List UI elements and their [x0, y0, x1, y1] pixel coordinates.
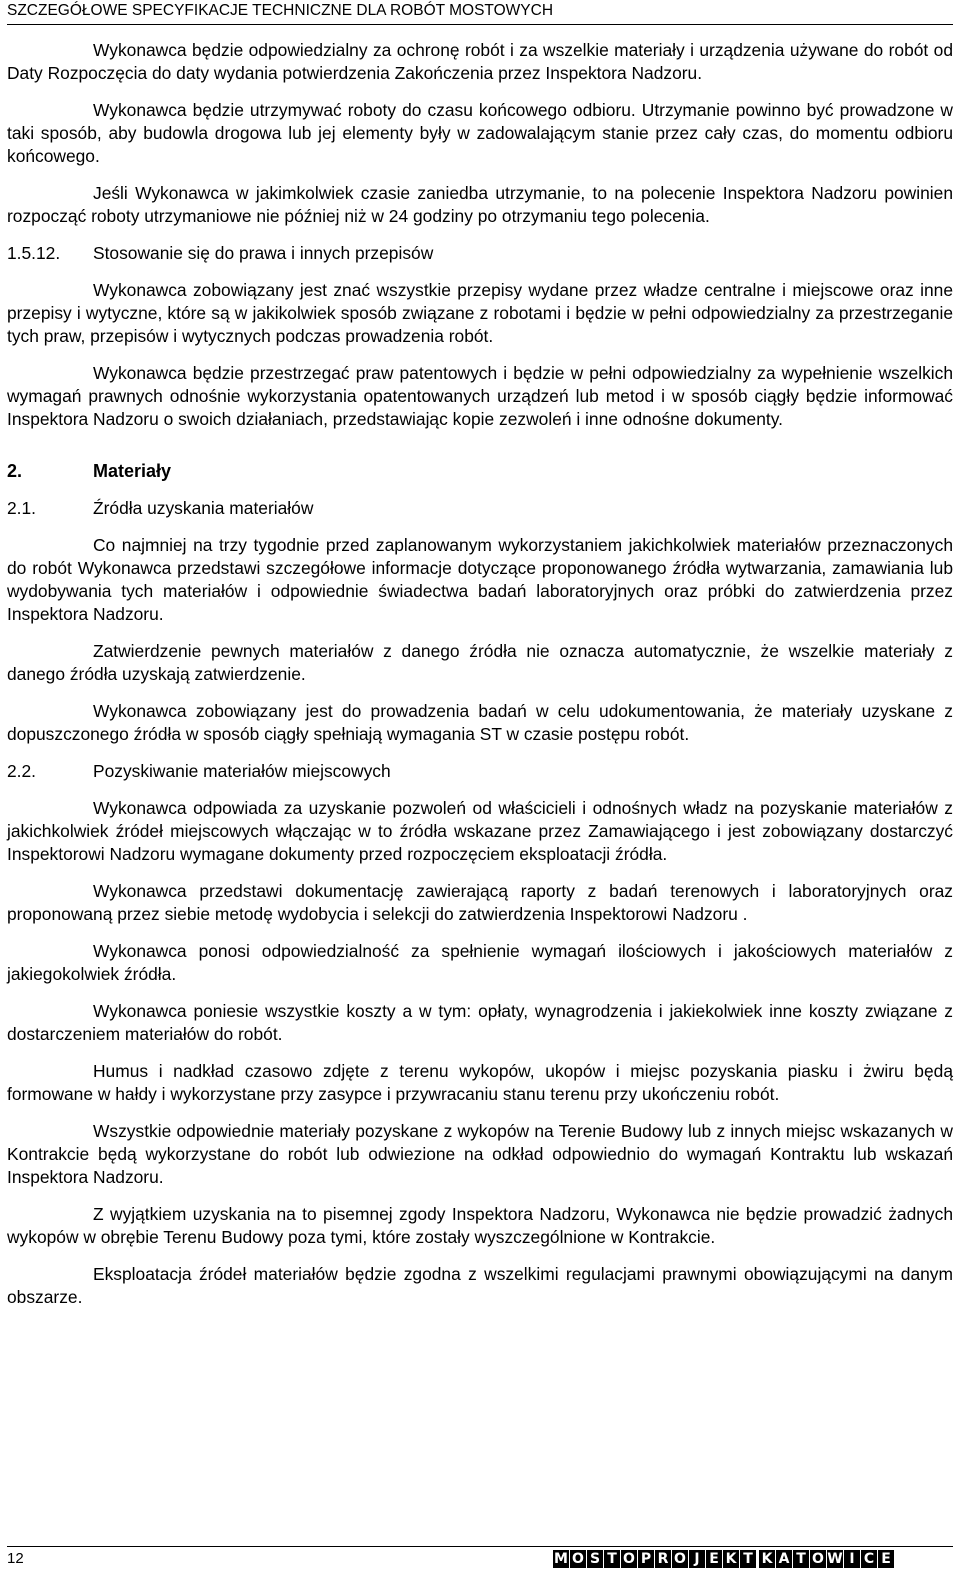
- section-number: 1.5.12.: [7, 243, 61, 263]
- paragraph: Wszystkie odpowiednie materiały pozyskane z wykopów na Terenie Budowy lub z innych miejsc wskazanych w Kontrakcie będą wykorzystane do robót lub odwiezione na odkład odpowiednio do wymagań Kontraktu lub wskazań Inspektora Nadzoru.: [7, 1121, 953, 1187]
- paragraph: Eksploatacja źródeł materiałów będzie zgodna z wszelkimi regulacjami prawnymi obowiązującymi na danym obszarze.: [7, 1264, 953, 1307]
- section-number: 2.2.: [7, 761, 37, 781]
- logo-letter: C: [861, 1550, 877, 1568]
- section-heading-1-5-12: [7, 242, 953, 265]
- section-heading-2-2: [7, 760, 953, 783]
- logo-letter: E: [706, 1550, 722, 1568]
- paragraph: Wykonawca przedstawi dokumentację zawierającą raporty z badań terenowych i laboratoryjnych oraz proponowaną przez siebie metodę wydobycia i selekcji do zatwierdzenia Inspektorowi Nadzoru .: [7, 881, 953, 924]
- logo-letter: O: [672, 1550, 688, 1568]
- logo-letter: R: [655, 1550, 671, 1568]
- document-body: [7, 39, 953, 1309]
- paragraph: Wykonawca zobowiązany jest do prowadzenia badań w celu udokumentowania, że materiały uzyskane z dopuszczonego źródła w sposób ciągły spełniają wymagania ST w czasie postępu robót.: [7, 701, 953, 744]
- paragraph: Co najmniej na trzy tygodnie przed zaplanowanym wykorzystaniem jakichkolwiek materiałów przeznaczonych do robót Wykonawca przedstawi szczegółowe informacje dotyczące proponowanego źródła wytwarzania, zamawiania lub wydobywania tych materiałów i odpowiednie świadectwa badań laboratoryjnych oraz próbki do zatwierdzenia przez Inspektora Nadzoru.: [7, 535, 953, 624]
- chapter-number: 2.: [7, 461, 23, 481]
- logo-word: [553, 1550, 756, 1568]
- logo-letter: T: [793, 1550, 809, 1568]
- running-header: [7, 0, 953, 25]
- section-title: Źródła uzyskania materiałów: [93, 498, 314, 518]
- section-title: Pozyskiwanie materiałów miejscowych: [93, 761, 391, 781]
- logo-letter: W: [827, 1551, 843, 1567]
- section-number: 2.1.: [7, 498, 37, 518]
- page-number: 12: [7, 1550, 24, 1567]
- logo-letter: A: [776, 1550, 792, 1568]
- logo-letter: I: [844, 1550, 860, 1568]
- paragraph: Humus i nadkład czasowo zdjęte z terenu wykopów, ukopów i miejsc pozyskania piasku i żwiru będą formowane w hałdy i wykorzystane przy zasypce i przywracaniu stanu terenu przy ukończeniu robót.: [7, 1061, 953, 1104]
- chapter-title: Materiały: [93, 461, 172, 481]
- logo-letter: E: [878, 1550, 894, 1568]
- logo-letter: K: [759, 1550, 775, 1568]
- paragraph: Wykonawca będzie utrzymywać roboty do czasu końcowego odbioru. Utrzymanie powinno być prowadzone w taki sposób, aby budowla drogowa lub jej elementy były w zadowalającym stanie przez cały czas, do momentu odbioru końcowego.: [7, 100, 953, 166]
- logo-letter: S: [587, 1550, 603, 1568]
- logo-letter: O: [810, 1550, 826, 1568]
- logo-letter: T: [604, 1550, 620, 1568]
- paragraph: Wykonawca odpowiada za uzyskanie pozwoleń od właścicieli i odnośnych władz na pozyskanie materiałów z jakichkolwiek źródeł miejscowych włączając w to źródła wskazane przez Zamawiającego i jest zobowiązany dostarczyć Inspektorowi Nadzoru wymagane dokumenty przed rozpoczęciem eksploatacji źródła.: [7, 798, 953, 864]
- section-heading-2-1: [7, 497, 953, 520]
- logo-letter: T: [740, 1550, 756, 1568]
- chapter-heading-2: [7, 460, 953, 483]
- paragraph: Wykonawca będzie odpowiedzialny za ochronę robót i za wszelkie materiały i urządzenia używane do robót od Daty Rozpoczęcia do daty wydania potwierdzenia Zakończenia przez Inspektora Nadzoru.: [7, 40, 953, 83]
- logo-letter: M: [554, 1551, 568, 1567]
- paragraph: Wykonawca ponosi odpowiedzialność za spełnienie wymagań ilościowych i jakościowych materiałów z jakiegokolwiek źródła.: [7, 941, 953, 984]
- section-title: Stosowanie się do prawa i innych przepisów: [93, 243, 434, 263]
- logo-letter: P: [638, 1550, 654, 1568]
- paragraph: Zatwierdzenie pewnych materiałów z danego źródła nie oznacza automatycznie, że wszelkie materiały z danego źródła uzyskają zatwierdzenie.: [7, 641, 953, 684]
- logo-word: [759, 1550, 894, 1568]
- running-header-title: SZCZEGÓŁOWE SPECYFIKACJE TECHNICZNE DLA ROBÓT MOSTOWYCH: [7, 2, 554, 19]
- paragraph: Jeśli Wykonawca w jakimkolwiek czasie zaniedba utrzymanie, to na polecenie Inspektora Nadzoru powinien rozpocząć roboty utrzymaniowe nie później niż w 24 godziny po otrzymaniu tego polecenia.: [7, 183, 953, 226]
- logo-letter: J: [689, 1550, 705, 1568]
- paragraph: Z wyjątkiem uzyskania na to pisemnej zgody Inspektora Nadzoru, Wykonawca nie będzie prowadzić żadnych wykopów w obrębie Terenu Budowy poza tymi, które zostały wyszczególnione w Kontrakcie.: [7, 1204, 953, 1247]
- logo-letter: O: [570, 1550, 586, 1568]
- logo-letter: O: [621, 1550, 637, 1568]
- paragraph: Wykonawca zobowiązany jest znać wszystkie przepisy wydane przez władze centralne i miejscowe oraz inne przepisy i wytyczne, które są w jakikolwiek sposób związane z robotami i będzie w pełni odpowiedzialny za przestrzeganie tych praw, przepisów i wytycznych podczas prowadzenia robót.: [7, 280, 953, 346]
- paragraph: Wykonawca poniesie wszystkie koszty a w tym: opłaty, wynagrodzenia i jakiekolwiek inne koszty związane z dostarczeniem materiałów do robót.: [7, 1001, 953, 1044]
- page-footer: [7, 1546, 953, 1570]
- paragraph: Wykonawca będzie przestrzegać praw patentowych i będzie w pełni odpowiedzialny za wypełnienie wszelkich wymagań prawnych odnośnie wykorzystania opatentowanych urządzeń lub metod i w sposób ciągły będzie informować Inspektora Nadzoru o swoich działaniach, przedstawiając kopie zezwoleń i inne odnośne dokumenty.: [7, 363, 953, 429]
- logo-letter: K: [723, 1550, 739, 1568]
- company-logo: [553, 1550, 894, 1568]
